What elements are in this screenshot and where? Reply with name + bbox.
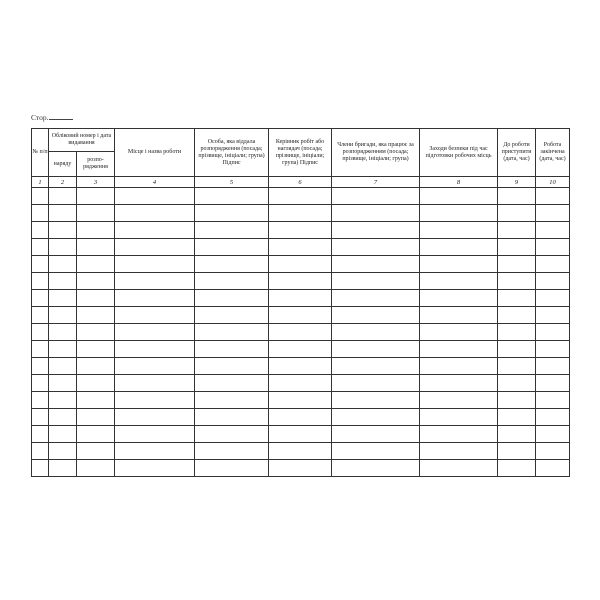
table-cell[interactable] — [536, 307, 570, 324]
table-cell[interactable] — [195, 273, 269, 290]
column-number: 8 — [420, 177, 498, 188]
table-cell[interactable] — [536, 460, 570, 477]
table-cell[interactable] — [420, 273, 498, 290]
table-cell[interactable] — [536, 205, 570, 222]
table-cell[interactable] — [49, 375, 77, 392]
table-cell[interactable] — [32, 375, 49, 392]
header-num: № п/п — [32, 129, 49, 177]
table-cell[interactable] — [498, 188, 536, 205]
table-cell[interactable] — [195, 290, 269, 307]
table-cell[interactable] — [115, 358, 195, 375]
table-cell[interactable] — [115, 341, 195, 358]
table-cell[interactable] — [498, 409, 536, 426]
table-cell[interactable] — [269, 205, 332, 222]
header-place: Місце і назва роботи — [115, 129, 195, 177]
table-cell[interactable] — [195, 375, 269, 392]
table-cell[interactable] — [420, 392, 498, 409]
table-cell[interactable] — [536, 222, 570, 239]
table-cell[interactable] — [498, 273, 536, 290]
table-cell[interactable] — [332, 324, 420, 341]
table-cell[interactable] — [332, 358, 420, 375]
table-cell[interactable] — [420, 358, 498, 375]
table-cell[interactable] — [332, 409, 420, 426]
column-number: 3 — [77, 177, 115, 188]
table-row — [32, 222, 570, 239]
table-cell[interactable] — [115, 290, 195, 307]
table-cell[interactable] — [115, 375, 195, 392]
table-cell[interactable] — [269, 239, 332, 256]
table-cell[interactable] — [77, 239, 115, 256]
table-cell[interactable] — [195, 409, 269, 426]
page-number-label — [31, 112, 73, 122]
table-cell[interactable] — [77, 358, 115, 375]
table-row — [32, 392, 570, 409]
table-cell[interactable] — [77, 443, 115, 460]
table-cell[interactable] — [498, 256, 536, 273]
column-number: 2 — [49, 177, 77, 188]
table-cell[interactable] — [269, 426, 332, 443]
page-number-blank[interactable] — [49, 112, 73, 120]
table-cell[interactable] — [77, 256, 115, 273]
table-cell[interactable] — [77, 341, 115, 358]
table-cell[interactable] — [269, 188, 332, 205]
table-cell[interactable] — [269, 341, 332, 358]
table-cell[interactable] — [498, 290, 536, 307]
table-cell[interactable] — [49, 222, 77, 239]
table-row — [32, 375, 570, 392]
table-cell[interactable] — [49, 307, 77, 324]
table-cell[interactable] — [536, 443, 570, 460]
table-body — [32, 188, 570, 477]
table-cell[interactable] — [536, 392, 570, 409]
table-cell[interactable] — [420, 443, 498, 460]
table-cell[interactable] — [115, 443, 195, 460]
table-cell[interactable] — [420, 205, 498, 222]
table-cell[interactable] — [269, 273, 332, 290]
table-cell[interactable] — [332, 222, 420, 239]
table-cell[interactable] — [195, 205, 269, 222]
table-cell[interactable] — [332, 290, 420, 307]
table-cell[interactable] — [49, 188, 77, 205]
table-cell[interactable] — [269, 409, 332, 426]
header-safety: Заходи безпеки під час підготовки робочих місць — [420, 129, 498, 177]
table-cell[interactable] — [32, 358, 49, 375]
table-cell[interactable] — [420, 375, 498, 392]
table-cell[interactable] — [77, 273, 115, 290]
table-cell[interactable] — [32, 256, 49, 273]
table-cell[interactable] — [332, 375, 420, 392]
table-cell[interactable] — [420, 188, 498, 205]
column-number: 7 — [332, 177, 420, 188]
header-registration-group: Обліковий номер і дата видавання — [49, 129, 115, 152]
header-finish: Робота закінчена (дата, час) — [536, 129, 570, 177]
table-cell[interactable] — [420, 256, 498, 273]
table-cell[interactable] — [115, 426, 195, 443]
table-row — [32, 324, 570, 341]
table-cell[interactable] — [49, 256, 77, 273]
table-cell[interactable] — [115, 222, 195, 239]
table-row — [32, 443, 570, 460]
table-cell[interactable] — [420, 307, 498, 324]
table-cell[interactable] — [77, 392, 115, 409]
table-cell[interactable] — [332, 443, 420, 460]
table-cell[interactable] — [77, 222, 115, 239]
table-row — [32, 273, 570, 290]
table-cell[interactable] — [498, 341, 536, 358]
column-number: 5 — [195, 177, 269, 188]
header-manager: Керівник робіт або наглядач (посада; прізвище, ініціали; група) Підпис — [269, 129, 332, 177]
table-cell[interactable] — [536, 375, 570, 392]
table-cell[interactable] — [498, 460, 536, 477]
header-instruction: розпо-рядження — [77, 152, 115, 177]
table-cell[interactable] — [32, 205, 49, 222]
table-cell[interactable] — [195, 324, 269, 341]
table-cell[interactable] — [420, 324, 498, 341]
table-cell[interactable] — [49, 443, 77, 460]
header-start: До роботи приступити (дата, час) — [498, 129, 536, 177]
table-row — [32, 426, 570, 443]
table-cell[interactable] — [536, 188, 570, 205]
table-cell[interactable] — [420, 222, 498, 239]
table-cell[interactable] — [195, 341, 269, 358]
header-order: наряду — [49, 152, 77, 177]
table-cell[interactable] — [269, 358, 332, 375]
table-cell[interactable] — [498, 307, 536, 324]
table-cell[interactable] — [269, 256, 332, 273]
table-cell[interactable] — [32, 273, 49, 290]
table-cell[interactable] — [32, 426, 49, 443]
table-row — [32, 256, 570, 273]
table-cell[interactable] — [269, 392, 332, 409]
table-cell[interactable] — [498, 426, 536, 443]
table-cell[interactable] — [49, 460, 77, 477]
table-cell[interactable] — [32, 324, 49, 341]
table-cell[interactable] — [115, 324, 195, 341]
table-cell[interactable] — [332, 460, 420, 477]
table-cell[interactable] — [49, 392, 77, 409]
table-cell[interactable] — [195, 358, 269, 375]
table-cell[interactable] — [332, 273, 420, 290]
table-cell[interactable] — [115, 188, 195, 205]
table-cell[interactable] — [536, 256, 570, 273]
table-cell[interactable] — [195, 426, 269, 443]
table-cell[interactable] — [115, 205, 195, 222]
table-cell[interactable] — [49, 290, 77, 307]
column-number: 1 — [32, 177, 49, 188]
table-cell[interactable] — [269, 222, 332, 239]
column-number: 10 — [536, 177, 570, 188]
table-cell[interactable] — [420, 426, 498, 443]
table-cell[interactable] — [536, 341, 570, 358]
table-cell[interactable] — [32, 307, 49, 324]
table-row — [32, 239, 570, 256]
table-cell[interactable] — [536, 409, 570, 426]
table-cell[interactable] — [77, 324, 115, 341]
table-cell[interactable] — [536, 239, 570, 256]
table-cell[interactable] — [332, 188, 420, 205]
table-cell[interactable] — [49, 409, 77, 426]
table-cell[interactable] — [498, 205, 536, 222]
table-cell[interactable] — [195, 392, 269, 409]
table-cell[interactable] — [77, 188, 115, 205]
table-cell[interactable] — [49, 239, 77, 256]
table-cell[interactable] — [536, 290, 570, 307]
table-cell[interactable] — [32, 239, 49, 256]
table-cell[interactable] — [536, 358, 570, 375]
table-cell[interactable] — [195, 443, 269, 460]
table-cell[interactable] — [77, 426, 115, 443]
table-cell[interactable] — [498, 222, 536, 239]
table-cell[interactable] — [498, 358, 536, 375]
column-number: 4 — [115, 177, 195, 188]
table-cell[interactable] — [420, 290, 498, 307]
column-number: 9 — [498, 177, 536, 188]
table-cell[interactable] — [32, 443, 49, 460]
table-cell[interactable] — [32, 460, 49, 477]
table-cell[interactable] — [195, 188, 269, 205]
table-cell[interactable] — [269, 375, 332, 392]
column-number: 6 — [269, 177, 332, 188]
table-cell[interactable] — [269, 460, 332, 477]
table-cell[interactable] — [498, 324, 536, 341]
table-cell[interactable] — [115, 307, 195, 324]
table-cell[interactable] — [77, 409, 115, 426]
table-cell[interactable] — [195, 460, 269, 477]
table-cell[interactable] — [332, 341, 420, 358]
table-cell[interactable] — [269, 290, 332, 307]
table-cell[interactable] — [32, 392, 49, 409]
table-cell[interactable] — [115, 256, 195, 273]
table-cell[interactable] — [77, 307, 115, 324]
table-cell[interactable] — [195, 239, 269, 256]
table-row — [32, 358, 570, 375]
table-cell[interactable] — [49, 426, 77, 443]
table-cell[interactable] — [77, 460, 115, 477]
table-cell[interactable] — [77, 205, 115, 222]
table-cell[interactable] — [195, 307, 269, 324]
table-cell[interactable] — [49, 358, 77, 375]
table-cell[interactable] — [49, 341, 77, 358]
table-cell[interactable] — [195, 222, 269, 239]
table-cell[interactable] — [77, 290, 115, 307]
table-cell[interactable] — [77, 375, 115, 392]
table-row — [32, 409, 570, 426]
table-row — [32, 205, 570, 222]
header-issuer: Особа, яка віддала розпорядження (посада; прізвище, ініціали; група) Підпис — [195, 129, 269, 177]
table-cell[interactable] — [195, 256, 269, 273]
header-brigade: Члени бригади, яка працює за розпорядженням (посада; прізвище, ініціали; група) — [332, 129, 420, 177]
table-cell[interactable] — [498, 239, 536, 256]
table-cell[interactable] — [536, 426, 570, 443]
work-orders-journal-table — [31, 128, 570, 477]
table-cell[interactable] — [332, 205, 420, 222]
page-label-text: Стор. — [31, 113, 49, 122]
table-cell[interactable] — [332, 426, 420, 443]
table-cell[interactable] — [420, 409, 498, 426]
table-row — [32, 307, 570, 324]
table-cell[interactable] — [420, 239, 498, 256]
table-row — [32, 290, 570, 307]
table-cell[interactable] — [115, 460, 195, 477]
table-cell[interactable] — [49, 324, 77, 341]
table-cell[interactable] — [332, 239, 420, 256]
table-cell[interactable] — [332, 256, 420, 273]
table-cell[interactable] — [32, 290, 49, 307]
table-cell[interactable] — [269, 307, 332, 324]
table-cell[interactable] — [49, 205, 77, 222]
table-cell[interactable] — [332, 392, 420, 409]
table-cell[interactable] — [32, 188, 49, 205]
table-cell[interactable] — [115, 409, 195, 426]
table-cell[interactable] — [49, 273, 77, 290]
table-row — [32, 460, 570, 477]
table-cell[interactable] — [32, 222, 49, 239]
table-cell[interactable] — [332, 307, 420, 324]
table-cell[interactable] — [32, 409, 49, 426]
table-cell[interactable] — [420, 341, 498, 358]
table-cell[interactable] — [498, 443, 536, 460]
table-row — [32, 341, 570, 358]
table-cell[interactable] — [420, 460, 498, 477]
table-cell[interactable] — [115, 392, 195, 409]
table-cell[interactable] — [536, 324, 570, 341]
table-cell[interactable] — [32, 341, 49, 358]
table-cell[interactable] — [536, 273, 570, 290]
table-cell[interactable] — [115, 273, 195, 290]
table-cell[interactable] — [269, 443, 332, 460]
table-cell[interactable] — [498, 392, 536, 409]
table-cell[interactable] — [115, 239, 195, 256]
table-cell[interactable] — [269, 324, 332, 341]
table-cell[interactable] — [498, 375, 536, 392]
table-row — [32, 188, 570, 205]
